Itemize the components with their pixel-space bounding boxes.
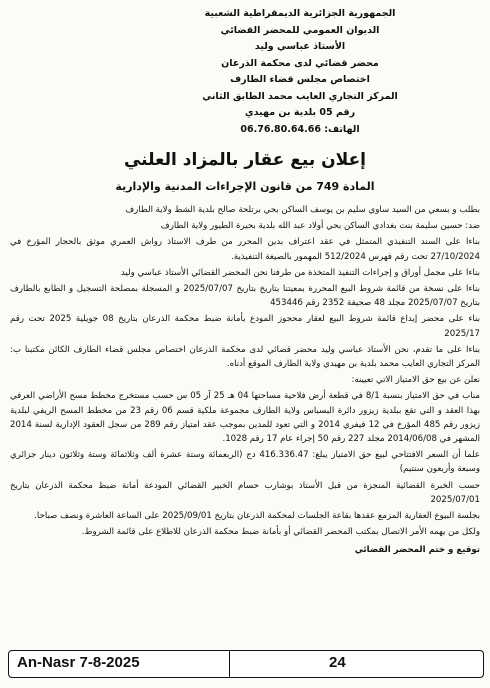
- header-line: الهاتف: 06.76.80.64.66: [240, 123, 360, 135]
- paragraph: بجلسة البيوع العقارية المزمع عقدها بقاعة الجلسات لمحكمة الذرعان بتاريخ 2025/09/01 على الساعة العاشرة ونصف صباحا.: [34, 511, 480, 522]
- paragraph: نعلن عن بيع حق الامتياز الاتي تعيينه:: [351, 375, 480, 386]
- paragraph: بناءا على ما تقدم، نحن الأستاذ عباسي وليد محضر قضائي لدى محكمة الذرعان اختصاص مجلس قضاء الطارف الكائن مكتبنا ب: المركز التجاري العايب محمد بلدية بن مهيدي ولاية الطارف الموقع أدناه.: [10, 344, 480, 370]
- newspaper-footer: [8, 650, 484, 678]
- header-line: محضر قضائي لدى محكمة الذرعان: [221, 57, 379, 69]
- footer-divider: [229, 651, 230, 677]
- paragraph: بناء على محضر إيداع قائمة شروط البيع لعقار محجوز المودع بأمانة ضبط محكمة الذرعان بتاريخ 08 جويلية 2025 تحت رقم 2025/17: [10, 314, 480, 339]
- notice-title: إعلان بيع عقار بالمزاد العلني: [123, 150, 367, 170]
- paragraph: ولكل من يهمه الأمر الاتصال بمكتب المحضر القضائي أو بأمانة ضبط محكمة الذرعان للاطلاع على قائمة الشروط.: [81, 527, 480, 538]
- paragraph: مناب في حق الامتياز بنسبة 8/1 في قطعة أرض فلاحية مساحتها 04 هـ 25 آر 05 س حسب مستخرج مخطط مسح الأراضي العرفي بهذا العقد و التي تقع ببلدية زيزور دائرة البسباس ولاية الطارف مجموعة ملكية قسم 06 رقم 23 من مخطط المسح الريفي لبلدية زيزور رقم 485 المؤرخ في 12 فيفري 2014 و التي تعود للمدين بموجب عقد امتياز رقم 289 من سجل العقود الإدارية لسنة 2014 المشهر في 2014/06/08 مجلد 227 رقم 50 إجراء عام 17 رقم 1028.: [10, 391, 481, 445]
- header-line: الجمهورية الجزائرية الديمقراطية الشعبية: [204, 8, 396, 19]
- header-line: الأستاذ عباسي وليد: [254, 41, 346, 52]
- paragraph: بناءا على نسخة من قائمة شروط البيع المحررة بمعيتنا بتاريخ بتاريخ 2025/07/07 و المسجلة بمصلحة التسجيل و الطابع بالطارف بتاريخ 2025/07/07 مجلد 48 صحيفة 2352 رقم 453446: [10, 284, 480, 309]
- page-number: 24: [329, 654, 346, 671]
- header-line: المركز التجاري العايب محمد الطابق الثاني: [202, 90, 398, 102]
- header-line: الديوان العمومي للمحضر القضائي: [220, 24, 380, 36]
- header-line: رقم 05 بلدية بن مهيدي: [244, 107, 356, 118]
- paragraph: حسب الخبرة القضائية المنجزة من قبل الأستاذ بوشارب حسام الخبير القضائي المودعة أمانة ضبط محكمة الذرعان بتاريخ 2025/07/01: [10, 480, 480, 505]
- notice-body: [10, 203, 480, 560]
- paragraph: علما أن السعر الافتتاحي لبيع حق الامتياز يبلغ: 416.336.47 دج (الربعمائة وستة عشرة ألف وثلاثمائة وستة وثلاثون دينار جزائري وسبعة وأربعون سنتيم): [10, 450, 480, 475]
- paragraph: بناءا على مجمل أوراق و إجراءات التنفيذ المتخذة من طرفنا نحن المحضر القضائي الأستاذ عباسي وليد: [120, 267, 480, 278]
- paragraph: بناءا على السند التنفيذي المتمثل في عقد اعتراف بدين المحرر من طرف الاستاذ رواش العمري موثق بالحجار المؤرخ في 27/10/2024 تحت رقم فهرس 512/2024 المهمور بالصيغة التنفيذية.: [10, 237, 480, 262]
- notice-subtitle: المادة 749 من قانون الإجراءات المدنية والإدارية: [115, 180, 375, 193]
- paragraph: بطلب و بسعي من السيد ساوي سليم بن يوسف الساكن بحي برتلحة صالح بلدية الشط ولاية الطارف: [125, 205, 480, 215]
- header-line: اختصاص مجلس قضاء الطارف: [230, 74, 370, 85]
- paragraph: ضد: حسين سليمة بنت بغدادي الساكن بحي أولاد عبد الله بلدية بحيرة الطيور ولاية الطارف: [160, 221, 480, 232]
- newspaper-date: An-Nasr 7-8-2025: [17, 654, 140, 671]
- bailiff-header: [150, 6, 450, 138]
- signature-line: توقيع و ختم المحضر القضائي: [354, 545, 480, 556]
